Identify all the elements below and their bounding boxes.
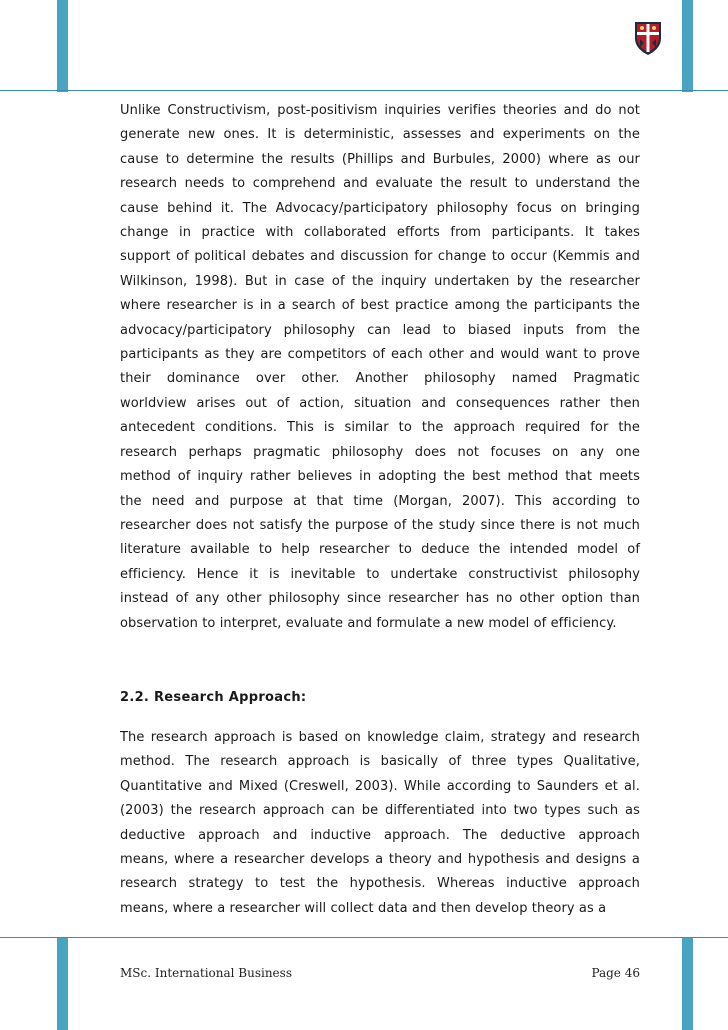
text-line: advocacy/participatory philosophy can lead to biased inputs from the — [120, 322, 640, 338]
header-rule — [0, 90, 728, 91]
text-line: efficiency. Hence it is inevitable to undertake constructivist philosophy — [120, 566, 640, 582]
text-line: research strategy to test the hypothesis. Whereas inductive approach — [120, 876, 640, 892]
text-line: deductive approach and inductive approach. The deductive approach — [120, 827, 640, 843]
text-line: generate new ones. It is deterministic, assesses and experiments on the — [120, 127, 640, 143]
text-line: antecedent conditions. This is similar to the approach required for the — [120, 420, 640, 436]
text-line: research perhaps pragmatic philosophy does not focuses on any one — [120, 444, 640, 460]
text-line: Unlike Constructivism, post-positivism inquiries verifies theories and do not — [120, 103, 640, 118]
section-paragraph — [120, 726, 640, 921]
bottom-right-margin-bar — [682, 938, 693, 1030]
text-line: observation to interpret, evaluate and formulate a new model of efficiency. — [120, 615, 617, 631]
text-line: where researcher is in a search of best practice among the participants the — [120, 298, 640, 314]
text-line: method of inquiry rather believes in adopting the best method that meets — [120, 469, 640, 485]
bottom-left-margin-bar — [57, 938, 68, 1030]
text-line: their dominance over other. Another philosophy named Pragmatic — [120, 371, 640, 387]
text-line: participants as they are competitors of each other and would want to prove — [120, 347, 640, 363]
university-crest-logo — [634, 20, 662, 56]
top-right-margin-bar — [682, 0, 693, 92]
text-line: the need and purpose at that time (Morgan, 2007). This according to — [120, 493, 640, 509]
text-line: Wilkinson, 1998). But in case of the inquiry undertaken by the researcher — [120, 273, 640, 289]
footer-course-name: MSc. International Business — [120, 966, 292, 980]
text-line: research needs to comprehend and evaluate the result to understand the — [120, 176, 640, 192]
text-line: (2003) the research approach can be differentiated into two types such as — [120, 803, 640, 819]
text-line: researcher does not satisfy the purpose of the study since there is not much — [120, 517, 640, 533]
text-line: instead of any other philosophy since researcher has no other option than — [120, 591, 640, 607]
text-line: means, where a researcher develops a theory and hypothesis and designs a — [120, 852, 640, 868]
top-left-margin-bar — [57, 0, 68, 92]
body-paragraph — [120, 99, 640, 636]
text-line: change in practice with collaborated efforts from participants. It takes — [120, 225, 640, 241]
text-line: Quantitative and Mixed (Creswell, 2003). While according to Saunders et al. — [120, 778, 640, 794]
text-line: The research approach is based on knowledge claim, strategy and research — [120, 730, 640, 745]
section-heading: 2.2. Research Approach: — [120, 690, 307, 705]
text-line: cause to determine the results (Phillips and Burbules, 2000) where as our — [120, 151, 640, 167]
text-line: support of political debates and discussion for change to occur (Kemmis and — [120, 249, 640, 265]
text-line: worldview arises out of action, situation and consequences rather then — [120, 395, 640, 411]
text-line: method. The research approach is basically of three types Qualitative, — [120, 754, 640, 770]
text-line: means, where a researcher will collect data and then develop theory as a — [120, 900, 607, 916]
footer-rule — [0, 937, 728, 938]
text-line: literature available to help researcher to deduce the intended model of — [120, 542, 640, 558]
footer-page-number: Page 46 — [591, 966, 640, 980]
text-line: cause behind it. The Advocacy/participatory philosophy focus on bringing — [120, 200, 640, 216]
